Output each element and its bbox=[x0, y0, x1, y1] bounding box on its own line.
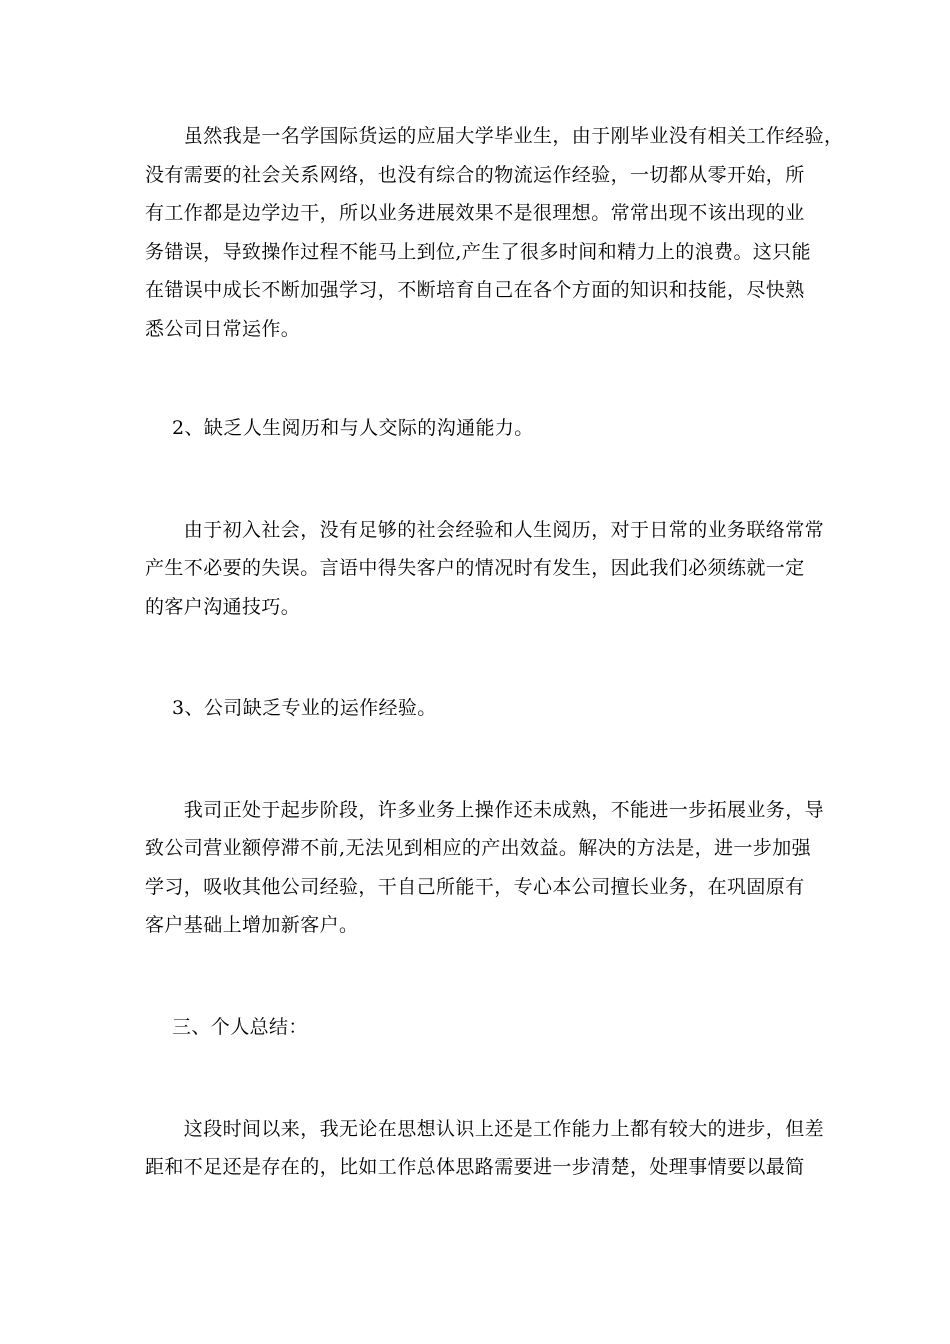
paragraph-line: 的客户沟通技巧。 bbox=[145, 596, 301, 618]
paragraph-line: 产生不必要的失误。言语中得失客户的情况时有发生，因此我们必须练就一定 bbox=[145, 557, 805, 579]
section-heading-3: 3、公司缺乏专业的运作经验。 bbox=[172, 697, 437, 719]
paragraph-line: 悉公司日常运作。 bbox=[145, 318, 301, 340]
paragraph-line: 虽然我是一名学国际货运的应届大学毕业生，由于刚毕业没有相关工作经验， bbox=[145, 125, 844, 147]
paragraph-line: 距和不足还是存在的，比如工作总体思路需要进一步清楚，处理事情要以最简 bbox=[145, 1156, 805, 1178]
paragraph-line: 在错误中成长不断加强学习，不断培育自己在各个方面的知识和技能，尽快熟 bbox=[145, 279, 805, 301]
paragraph-line: 由于初入社会，没有足够的社会经验和人生阅历，对于日常的业务联络常常 bbox=[145, 519, 825, 541]
paragraph-line: 有工作都是边学边干，所以业务进展效果不是很理想。常常出现不该出现的业 bbox=[145, 202, 805, 224]
section-heading-2: 2、缺乏人生阅历和与人交际的沟通能力。 bbox=[172, 417, 534, 439]
paragraph-line: 致公司营业额停滞不前,无法见到相应的产出效益。解决的方法是，进一步加强 bbox=[145, 837, 812, 859]
paragraph-line: 务错误，导致操作过程不能马上到位,产生了很多时间和精力上的浪费。这只能 bbox=[145, 241, 812, 263]
paragraph-line: 客户基础上增加新客户。 bbox=[145, 914, 359, 936]
paragraph-line: 我司正处于起步阶段，许多业务上操作还未成熟，不能进一步拓展业务，导 bbox=[145, 799, 825, 821]
paragraph-line: 这段时间以来，我无论在思想认识上还是工作能力上都有较大的进步，但差 bbox=[145, 1118, 825, 1140]
paragraph-line: 没有需要的社会关系网络，也没有综合的物流运作经验，一切都从零开始，所 bbox=[145, 164, 805, 186]
section-heading-4: 三、个人总结： bbox=[172, 1016, 308, 1038]
paragraph-line: 学习，吸收其他公司经验，干自己所能干，专心本公司擅长业务，在巩固原有 bbox=[145, 876, 805, 898]
